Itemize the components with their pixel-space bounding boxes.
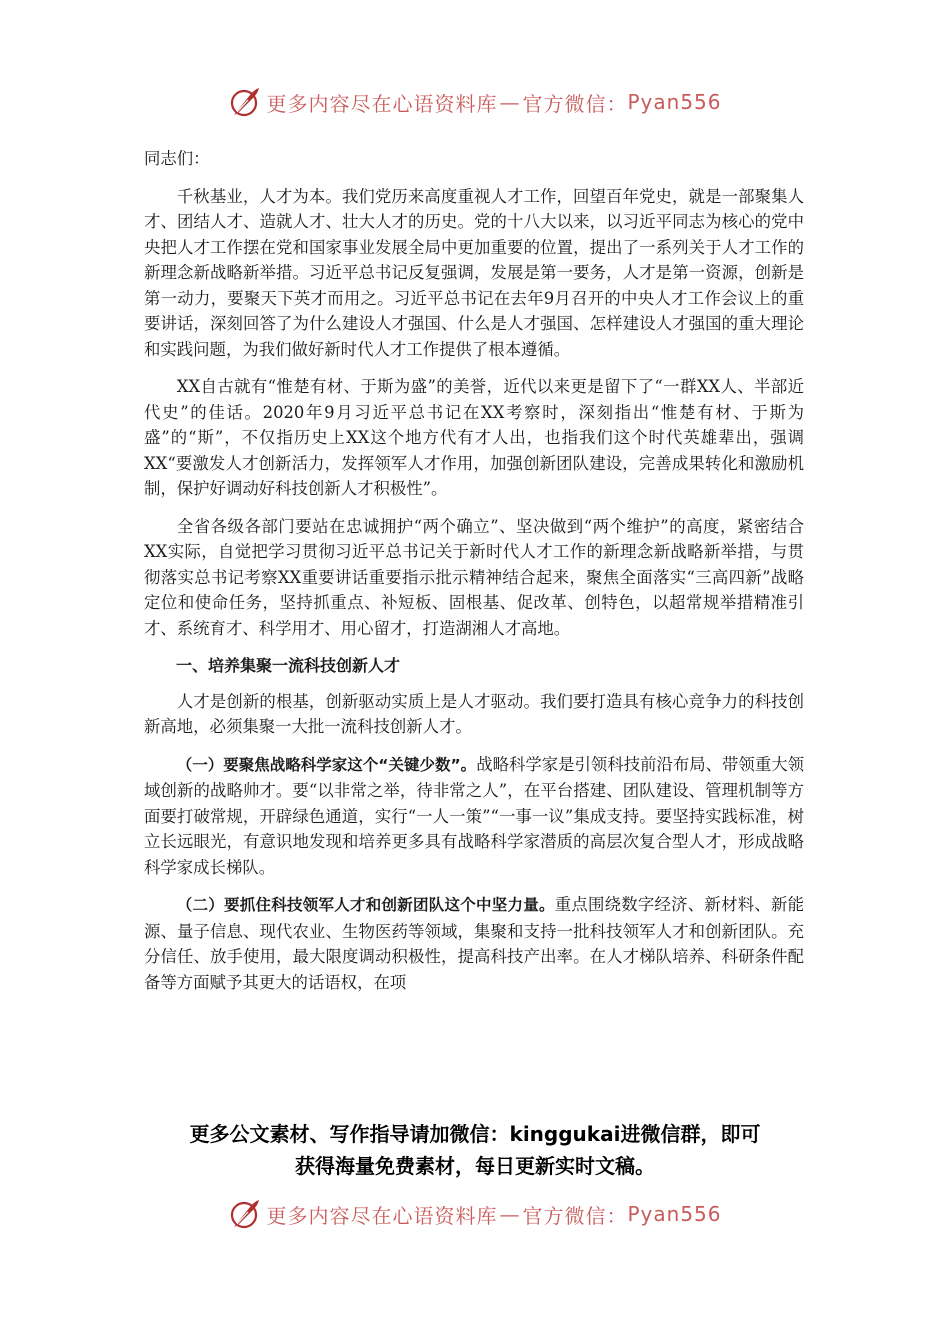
section-heading: 一、培养集聚一流科技创新人才: [176, 656, 401, 675]
watermark-header: [0, 82, 950, 122]
quill-pen-logo-icon: [228, 85, 262, 119]
watermark-contact-label: 官方微信：: [522, 1203, 628, 1228]
document-body: [144, 146, 804, 1007]
item-2: [144, 892, 804, 995]
paragraph-2: XX自古就有“惟楚有材、于斯为盛”的美誉，近代以来更是留下了“一群XX人、半部近代史”的佳话。2020年9月习近平总书记在XX考察时，深刻指出“惟楚有材、于斯为盛”的“斯”，不仅指历史上XX这个地方代有才人出，也指我们这个时代英雄辈出，强调XX“要激发人才创新活力，发挥领军人才作用，加强创新团队建设，完善成果转化和激励机制，保护好调动好科技创新人才积极性”。: [144, 377, 804, 498]
quill-pen-logo-icon: [228, 1197, 262, 1231]
watermark-brand: 更多内容尽在心语资料库: [266, 1203, 498, 1228]
watermark-contact-label: 官方微信：: [522, 91, 628, 116]
promo-line-2: 获得海量免费素材，每日更新实时文稿。: [295, 1154, 655, 1178]
watermark-separator: —: [499, 1202, 521, 1226]
greeting: 同志们：: [144, 149, 210, 168]
promo-banner: [120, 1118, 830, 1182]
promo-line-1: 更多公文素材、写作指导请加微信：kinggukai进微信群，即可: [189, 1122, 761, 1146]
item-1: [144, 752, 804, 881]
watermark-contact-id: Pyan556: [627, 90, 722, 114]
watermark-contact-id: Pyan556: [627, 1202, 722, 1226]
item-2-lead: （二）要抓住科技领军人才和创新团队这个中坚力量。: [176, 896, 555, 914]
item-1-body: 战略科学家是引领科技前沿布局、带领重大领域创新的战略帅才。要“以非常之举，待非常之人”，在平台搭建、团队建设、管理机制等方面要打破常规，开辟绿色通道，实行“一人一策”“一事一议”集成支持。要坚持实践标准，树立长远眼光，有意识地发现和培养更多具有战略科学家潜质的高层次复合型人才，形成战略科学家成长梯队。: [144, 754, 804, 877]
paragraph-1: 千秋基业，人才为本。我们党历来高度重视人才工作，回望百年党史，就是一部聚集人才、团结人才、造就人才、壮大人才的历史。党的十八大以来，以习近平同志为核心的党中央把人才工作摆在党和国家事业发展全局中更加重要的位置，提出了一系列关于人才工作的新理念新战略新举措。习近平总书记反复强调，发展是第一要务，人才是第一资源，创新是第一动力，要聚天下英才而用之。习近平总书记在去年9月召开的中央人才工作会议上的重要讲话，深刻回答了为什么建设人才强国、什么是人才强国、怎样建设人才强国的重大理论和实践问题，为我们做好新时代人才工作提供了根本遵循。: [144, 186, 804, 359]
paragraph-3: 全省各级各部门要站在忠诚拥护“两个确立”、坚决做到“两个维护”的高度，紧密结合XX实际，自觉把学习贯彻习近平总书记关于新时代人才工作的新理念新战略新举措，与贯彻落实总书记考察XX重要讲话重要指示批示精神结合起来，聚焦全面落实“三高四新”战略定位和使命任务，坚持抓重点、补短板、固根基、促改革、创特色，以超常规举措精准引才、系统育才、科学用才、用心留才，打造湖湘人才高地。: [144, 516, 804, 638]
item-2-body: 重点围绕数字经济、新材料、新能源、量子信息、现代农业、生物医药等领域，集聚和支持一批科技领军人才和创新团队。充分信任、放手使用，最大限度调动积极性，提高科技产出率。在人才梯队培养、科研条件配备等方面赋予其更大的话语权，在项: [144, 895, 804, 992]
watermark-brand: 更多内容尽在心语资料库: [266, 91, 498, 116]
watermark-footer: [0, 1194, 950, 1234]
watermark-separator: —: [499, 90, 521, 114]
section-intro: 人才是创新的根基，创新驱动实质上是人才驱动。我们要打造具有核心竞争力的科技创新高地，必须集聚一大批一流科技创新人才。: [144, 691, 804, 736]
item-1-lead: （一）要聚焦战略科学家这个“关键少数”。: [176, 755, 477, 774]
